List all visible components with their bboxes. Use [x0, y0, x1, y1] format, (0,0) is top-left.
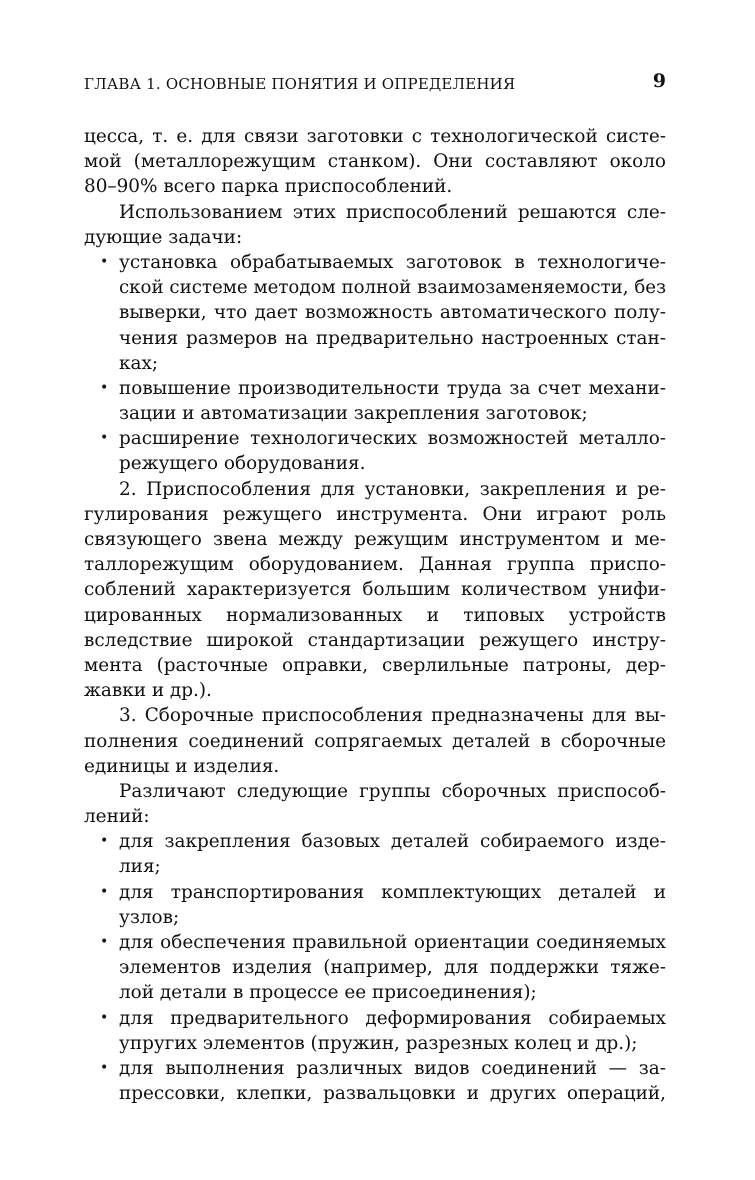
- list-item-text: для предварительного деформирования собираемых: [119, 1007, 666, 1029]
- list-item-text: повышение производительности труда за счет механи-: [119, 377, 666, 399]
- list-item-line: ках;: [119, 352, 159, 374]
- list-item-text: для транспортирования комплектующих деталей и: [119, 881, 666, 903]
- list-item-line: выверки, что дает возможность автоматического полу-: [119, 302, 666, 324]
- list-item-line: [84, 880, 666, 905]
- list-item-line: [84, 1056, 666, 1081]
- text-line: единицы и изделия.: [84, 755, 280, 777]
- list-item-line: элементов изделия (например, для поддержки тяже-: [119, 957, 666, 979]
- text-line: 3. Сборочные приспособления предназначены для вы-: [119, 705, 666, 727]
- text-line: соблений характеризуется большим количеством унифи-: [84, 579, 666, 601]
- bullet-icon: •: [100, 833, 109, 850]
- list-item-line: лия;: [119, 856, 161, 878]
- bullet-icon: •: [100, 430, 109, 447]
- text-line: цесса, т. е. для связи заготовки с технологической систе-: [84, 126, 666, 147]
- text-line: дующие задачи:: [84, 226, 243, 248]
- list-item-line: режущего оборудования.: [119, 453, 366, 475]
- bullet-icon: •: [100, 253, 109, 270]
- text-line: полнения соединений сопрягаемых деталей в сборочные: [84, 730, 666, 752]
- list-item-line: чения размеров на предварительно настроенных стан-: [119, 327, 666, 349]
- text-line: гулирования режущего инструмента. Они играют роль: [84, 503, 666, 525]
- bullet-icon: •: [100, 379, 109, 396]
- bullet-icon: •: [100, 1059, 109, 1076]
- list-item-line: [84, 930, 666, 955]
- text-line: Различают следующие группы сборочных приспособ-: [119, 780, 666, 802]
- text-line: 2. Приспособления для установки, закрепления и ре-: [119, 478, 666, 500]
- chapter-title: ГЛАВА 1. ОСНОВНЫЕ ПОНЯТИЯ И ОПРЕДЕЛЕНИЯ: [84, 75, 516, 93]
- list-item-text: для обеспечения правильной ориентации соединяемых: [119, 932, 666, 953]
- list-item-text: расширение технологических возможностей металло-: [119, 428, 666, 450]
- list-item-line: [84, 829, 666, 854]
- list-item-line: узлов;: [119, 906, 180, 928]
- list-item-line: ской системе методом полной взаимозаменяемости, без: [119, 277, 666, 299]
- bullet-icon: •: [100, 934, 109, 950]
- bullet-icon: •: [100, 883, 109, 900]
- list-item-line: зации и автоматизации закрепления заготовок;: [119, 403, 588, 425]
- text-line: жавки и др.).: [84, 680, 212, 702]
- page-number: 9: [652, 70, 666, 92]
- list-item-line: прессовки, клепки, развальцовки и других операций,: [119, 1083, 666, 1105]
- list-item-line: [84, 426, 666, 451]
- list-item-text: для выполнения различных видов соединений — за-: [119, 1057, 666, 1079]
- list-item-line: [84, 250, 666, 275]
- bullet-icon: •: [100, 1009, 109, 1026]
- text-line: цированных нормализованных и типовых устройств: [84, 604, 666, 626]
- list-item-text: для закрепления базовых деталей собираемого изде-: [119, 831, 666, 853]
- text-line: мой (металлорежущим станком). Они составляют около: [84, 151, 666, 173]
- text-line: 80–90% всего парка приспособлений.: [84, 176, 453, 198]
- list-item-text: установка обрабатываемых заготовок в технологиче-: [119, 251, 666, 273]
- text-line: мента (расточные оправки, сверлильные патроны, дер-: [84, 654, 666, 676]
- text-line: таллорежущим оборудованием. Данная группа приспо-: [84, 554, 666, 576]
- running-header: [84, 70, 666, 96]
- page-body: [84, 124, 666, 1106]
- text-line: связующего звена между режущим инструментом и ме-: [84, 529, 666, 550]
- list-item-line: упругих элементов (пружин, разрезных колец и др.);: [119, 1032, 638, 1054]
- text-line: вследствие широкой стандартизации режущего инстру-: [84, 629, 666, 651]
- text-line: лений:: [84, 806, 150, 828]
- list-item-line: лой детали в процессе ее присоединения);: [119, 982, 537, 1004]
- text-line: Использованием этих приспособлений решаются сле-: [119, 201, 666, 223]
- list-item-line: [84, 376, 666, 401]
- list-item-line: [84, 1006, 666, 1031]
